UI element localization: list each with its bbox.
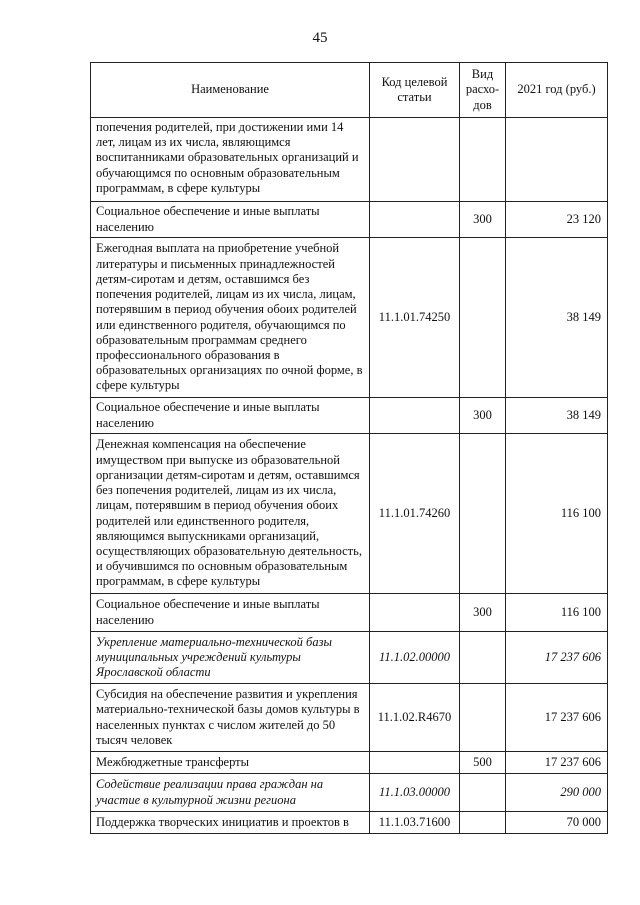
row-name: Денежная компенсация на обеспечение имуществом при выпуске из образовательной организации детям-сиротам и детям, оставшимся без попечения родителей, лицам из их числа, лицам, потерявшим в период обучения обоих родителей или единственного родителя, являющимся выпускниками организаций, осуществляющих образовательную деятельность, и обучившимся по основным образовательным программам, в сфере культуры [91, 434, 370, 594]
row-code: 11.1.01.74260 [370, 434, 460, 594]
row-code [370, 398, 460, 434]
header-code: Код целевой статьи [370, 63, 460, 118]
header-name: Наименование [91, 63, 370, 118]
row-type [460, 774, 506, 812]
header-sum: 2021 год (руб.) [506, 63, 608, 118]
row-type: 500 [460, 752, 506, 774]
row-sum [506, 118, 608, 202]
table-row [91, 118, 608, 202]
row-code: 11.1.03.00000 [370, 774, 460, 812]
row-name: попечения родителей, при достижении ими 14 лет, лицам из их числа, являющимся воспитанниками образовательных организаций и обучающимся по основным образовательным программам, в сфере культуры [91, 118, 370, 202]
row-type [460, 812, 506, 834]
page-number: 45 [312, 30, 328, 46]
table-row [91, 632, 608, 684]
row-code: 11.1.02.R4670 [370, 684, 460, 752]
row-sum: 17 237 606 [506, 752, 608, 774]
row-code: 11.1.03.71600 [370, 812, 460, 834]
row-type [460, 118, 506, 202]
row-sum: 38 149 [506, 398, 608, 434]
row-code: 11.1.01.74250 [370, 238, 460, 398]
table-row [91, 202, 608, 238]
row-name: Социальное обеспечение и иные выплаты населению [91, 202, 370, 238]
header-type: Вид расхо-дов [460, 63, 506, 118]
row-sum: 17 237 606 [506, 684, 608, 752]
row-sum: 38 149 [506, 238, 608, 398]
row-type [460, 238, 506, 398]
row-name: Ежегодная выплата на приобретение учебной литературы и письменных принадлежностей детям-сиротам и детям, оставшимся без попечения родителей, лицам из их числа, лицам, потерявшим в период обучения обоих родителей или единственного родителя, обучающимся по образовательным программам среднего профессионального образования в образовательных организациях по очной форме, в сфере культуры [91, 238, 370, 398]
row-code [370, 752, 460, 774]
row-code: 11.1.02.00000 [370, 632, 460, 684]
table-row [91, 594, 608, 632]
table-row [91, 752, 608, 774]
row-type [460, 434, 506, 594]
table-row [91, 238, 608, 398]
row-name: Укрепление материально-технической базы муниципальных учреждений культуры Ярославской области [91, 632, 370, 684]
row-code [370, 118, 460, 202]
row-name: Поддержка творческих инициатив и проектов в [91, 812, 370, 834]
row-sum: 290 000 [506, 774, 608, 812]
table-row [91, 398, 608, 434]
row-type [460, 684, 506, 752]
row-sum: 17 237 606 [506, 632, 608, 684]
row-name: Содействие реализации права граждан на участие в культурной жизни региона [91, 774, 370, 812]
row-name: Социальное обеспечение и иные выплаты населению [91, 398, 370, 434]
table-row [91, 684, 608, 752]
row-code [370, 202, 460, 238]
table-row [91, 434, 608, 594]
row-type: 300 [460, 398, 506, 434]
row-type: 300 [460, 202, 506, 238]
table-row [91, 774, 608, 812]
row-sum: 116 100 [506, 434, 608, 594]
row-sum: 70 000 [506, 812, 608, 834]
row-name: Субсидия на обеспечение развития и укрепления материально-технической базы домов культуры в населенных пунктах с числом жителей до 50 тысяч человек [91, 684, 370, 752]
row-type: 300 [460, 594, 506, 632]
row-name: Социальное обеспечение и иные выплаты населению [91, 594, 370, 632]
row-sum: 116 100 [506, 594, 608, 632]
row-code [370, 594, 460, 632]
row-name: Межбюджетные трансферты [91, 752, 370, 774]
row-sum: 23 120 [506, 202, 608, 238]
budget-table [90, 62, 608, 834]
table-header-row [91, 63, 608, 118]
row-type [460, 632, 506, 684]
table-row [91, 812, 608, 834]
